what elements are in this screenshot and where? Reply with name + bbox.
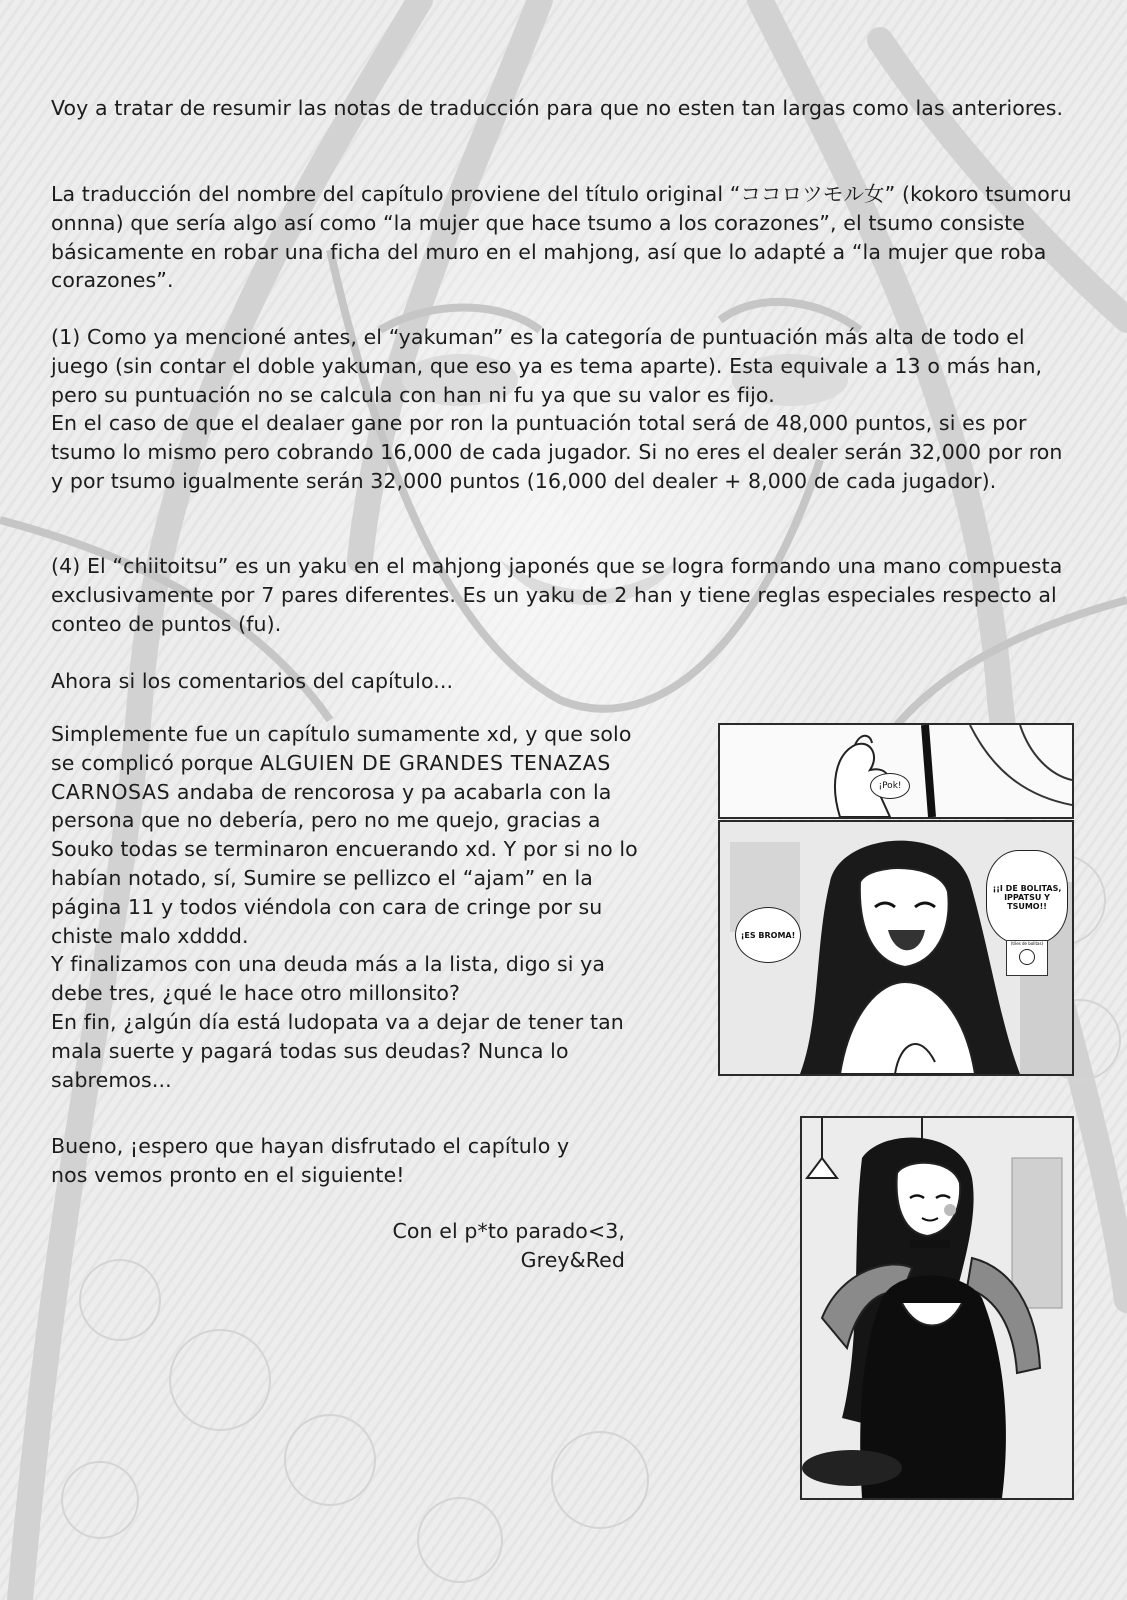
- signature-line-2: Grey&Red: [520, 1248, 625, 1272]
- farewell-paragraph: Bueno, ¡espero que hayan disfrutado el capítulo y nos vemos pronto en el siguiente!: [51, 1134, 570, 1187]
- chapter-comments: [51, 720, 651, 1094]
- hand-illustration: [720, 725, 1072, 817]
- tile-caption-text: (tiles de bolitas): [1010, 941, 1044, 946]
- sfx-pok: ¡Pok!: [870, 773, 910, 799]
- note-1-yakuman: (1) Como ya mencioné antes, el “yakuman” es la categoría de puntuación más alta de todo el juego (sin contar el doble yakuman, que eso ya es tema aparte). Esta equivale a 13 o más han, pero su puntuación no se calcula con han ni fu ya que su valor es fijo.: [51, 325, 1043, 407]
- comments-text-1: Simplemente fue un capítulo sumamente xd, y que solo se complicó porque: [51, 722, 632, 775]
- comments-end: En fin, ¿algún día está ludopata va a dejar de tener tan mala suerte y pagará todas sus deudas? Nunca lo sabremos...: [51, 1009, 624, 1092]
- comments-text-2: andaba de rencorosa y pa acabarla con la persona que no debería, pero no me quejo, gracias a Souko todas se terminaron encuerando xd. Y por si no lo habían notado, sí, Sumire se pellizco el “ajam” en la página 11 y todos viéndola con cara de cringe por su chiste malo xdddd.: [51, 779, 638, 948]
- intro-paragraph: Voy a tratar de resumir las notas de traducción para que no esten tan largas como las anteriores.: [51, 96, 1064, 120]
- mahjong-tile-caption: [1006, 940, 1048, 976]
- manga-panel-hand: [718, 723, 1074, 819]
- note-4-chiitoitsu: (4) El “chiitoitsu” es un yaku en el mahjong japonés que se logra formando una mano compuesta exclusivamente por 7 pares diferentes. Es un yaku de 2 han y tiene reglas especiales respecto al conteo de puntos (fu).: [51, 554, 1063, 636]
- speech-bubble-yakuman: ¡¡I DE BOLITAS, IPPATSU Y TSUMO!!: [986, 850, 1068, 944]
- manga-panel-laughing: [718, 820, 1074, 1076]
- note-1-scoring: En el caso de que el dealaer gane por ron la puntuación total será de 48,000 puntos, si es por tsumo lo mismo pero cobrando 16,000 de cada jugador. Si no eres el dealer serán 32,000 por ron y por tsumo igualmente serán 32,000 puntos (16,000 del dealer + 8,000 de cada jugador).: [51, 411, 1063, 493]
- seated-woman-illustration: [802, 1118, 1072, 1498]
- manga-panel-seated-woman: [800, 1116, 1074, 1500]
- speech-bubble-broma: ¡ES BROMA!: [735, 907, 801, 963]
- signature-line-1: Con el p*to parado<3,: [392, 1219, 625, 1243]
- comments-debt: Y finalizamos con una deuda más a la lista, digo si ya debe tres, ¿qué le hace otro millonsito?: [51, 952, 606, 1006]
- comments-heading: Ahora si los comentarios del capítulo...: [51, 669, 454, 693]
- pin-tile-icon: [1019, 949, 1035, 965]
- chapter-title-note: La traducción del nombre del capítulo proviene del título original “ココロツモル女” (kokoro tsumoru onnna) que sería algo así como “la mujer que hace tsumo a los corazones”, el tsumo consiste básicamente en robar una ficha del muro en el mahjong, así que lo adapté a “la mujer que roba corazones”.: [51, 182, 1072, 293]
- comments-caps-text: ALGUIEN DE GRANDES TENAZAS CARNOSAS: [51, 750, 611, 804]
- signature: [51, 1217, 625, 1277]
